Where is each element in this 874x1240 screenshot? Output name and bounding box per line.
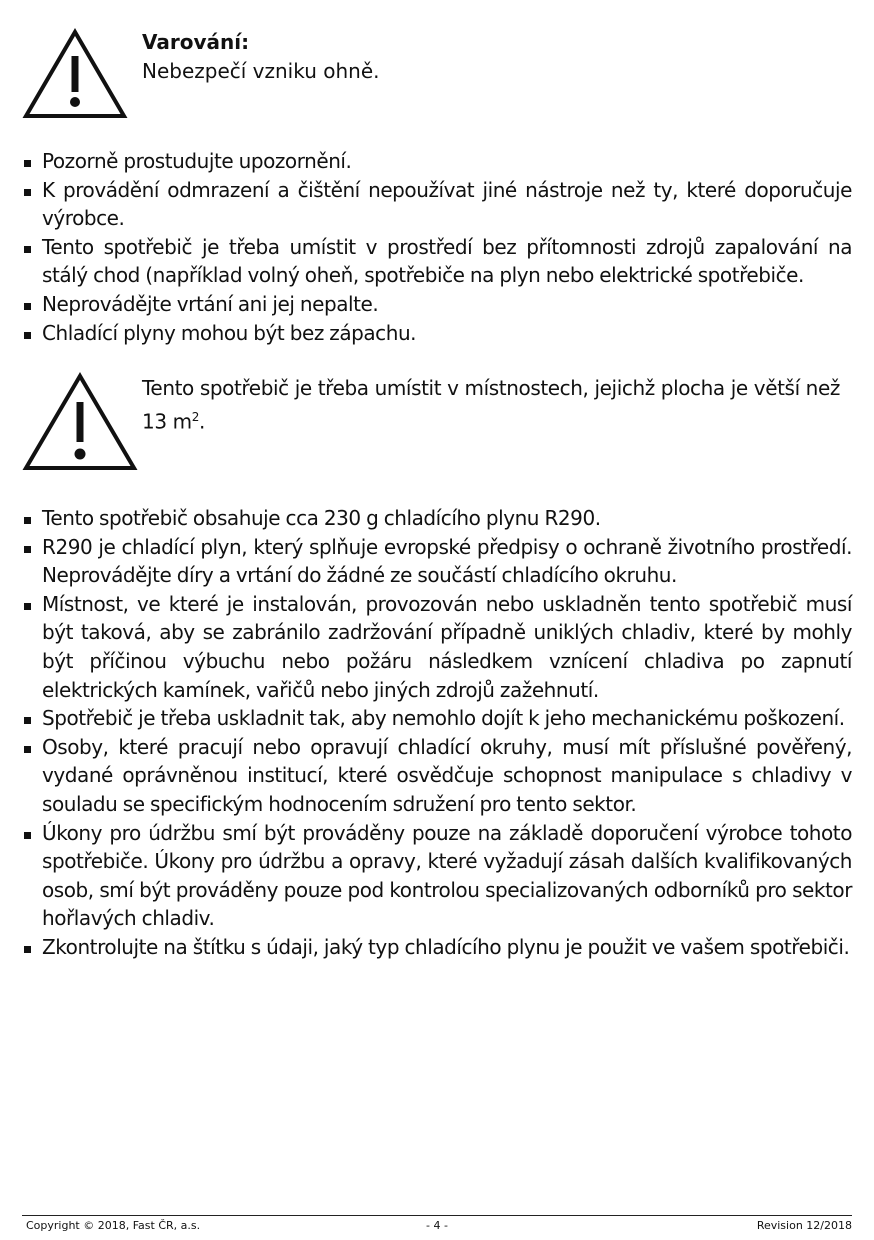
list-item: Tento spotřebič je třeba umístit v prostředí bez přítomnosti zdrojů zapalování na stálý chod (například volný oheň, spotřebiče na plyn nebo elektrické spotřebiče. <box>22 233 852 290</box>
list-item: Místnost, ve které je instalován, provozován nebo uskladněn tento spotřebič musí být taková, aby se zabránilo zadržování případně uniklých chladiv, které by mohly být příčinou výbuchu nebo požáru následkem vznícení chladiva po zapnutí elektrických kamínek, vařičů nebo jiných zdrojů zažehnutí. <box>22 590 852 704</box>
footer-copyright: Copyright © 2018, Fast ČR, a.s. <box>26 1219 201 1232</box>
warning-triangle-icon <box>22 372 138 472</box>
warning-text: Nebezpečí vzniku ohně. <box>142 59 380 83</box>
list-item: Chladící plyny mohou být bez zápachu. <box>22 319 852 348</box>
list-item: R290 je chladící plyn, který splňuje evropské předpisy o ochraně životního prostředí. Neprovádějte díry a vrtání do žádné ze součástí chladícího okruhu. <box>22 533 852 590</box>
fire-warning <box>22 28 852 120</box>
room-size-text: Tento spotřebič je třeba umístit v místnostech, jejichž plocha je větší než 13 m <box>142 376 840 434</box>
list-item: Zkontrolujte na štítku s údaji, jaký typ chladícího plynu je použit ve vašem spotřebiči. <box>22 933 852 962</box>
list-item: Tento spotřebič obsahuje cca 230 g chladícího plynu R290. <box>22 504 852 533</box>
list-item: K provádění odmrazení a čištění nepoužívat jiné nástroje než ty, které doporučuje výrobce. <box>22 176 852 233</box>
list-item: Pozorně prostudujte upozornění. <box>22 147 852 176</box>
safety-list <box>22 147 852 347</box>
warning-title: Varování: <box>142 30 250 54</box>
list-item: Spotřebič je třeba uskladnit tak, aby nemohlo dojít k jeho mechanickému poškození. <box>22 704 852 733</box>
room-size-suffix: . <box>198 409 205 434</box>
room-size-warning <box>22 372 852 472</box>
footer-page-number: - 4 - <box>426 1219 448 1232</box>
footer-divider <box>22 1215 852 1216</box>
list-item: Úkony pro údržbu smí být prováděny pouze na základě doporučení výrobce tohoto spotřebiče. Úkony pro údržbu a opravy, které vyžadují zásah dalších kvalifikovaných osob, smí být prováděny pouze pod kontrolou specializovaných odborníků pro sektor hořlavých chladiv. <box>22 819 852 933</box>
superscript: 2 <box>191 410 199 424</box>
refrigerant-list <box>22 504 852 962</box>
list-item: Neprovádějte vrtání ani jej nepalte. <box>22 290 852 319</box>
footer-revision: Revision 12/2018 <box>756 1219 852 1232</box>
list-item: Osoby, které pracují nebo opravují chladící okruhy, musí mít příslušné pověřený, vydané oprávněnou institucí, které osvědčuje schopnost manipulace s chladivy v souladu se specifickým hodnocením sdružení pro tento sektor. <box>22 733 852 819</box>
warning-triangle-icon <box>22 28 128 120</box>
